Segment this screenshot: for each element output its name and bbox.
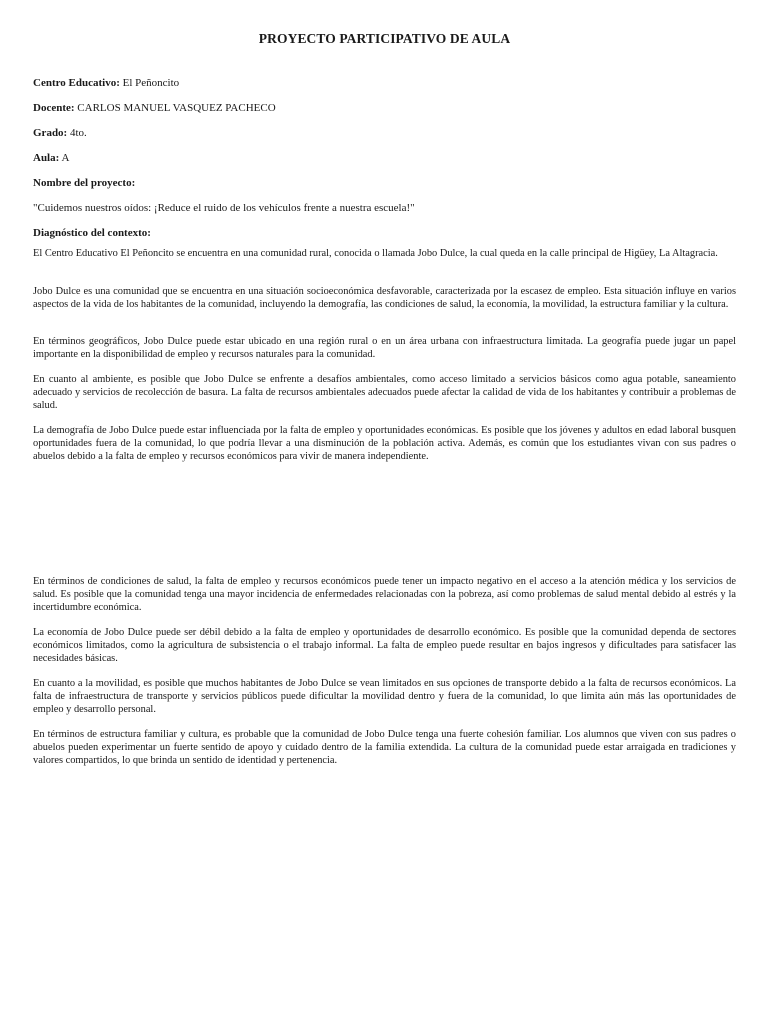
paragraph-socioeconomic: Jobo Dulce es una comunidad que se encuentra en una situación socioeconómica desfavorable, caracterizada por la escasez de empleo. Esta situación influye en varios aspectos de la vida de los habitantes de la comunidad, incluyendo la demografía, las condiciones de salud, la economía, la movilidad, la estructura familiar y la cultura. — [33, 286, 736, 310]
field-docente — [33, 102, 276, 115]
field-value: A — [61, 152, 70, 164]
field-nombre-proyecto — [33, 177, 135, 190]
paragraph-family-culture: En términos de estructura familiar y cultura, es probable que la comunidad de Jobo Dulce tenga una fuerte cohesión familiar. Los alumnos que viven con sus padres o abuelos pueden experimentar un fuerte sentido de apoyo y cuidado dentro de la familia extendida. La cultura de la comunidad puede estar arraigada en tradiciones y valores compartidos, lo que brinda un sentido de identidad y pertenencia. — [33, 729, 736, 766]
paragraph-economy: La economía de Jobo Dulce puede ser débil debido a la falta de empleo y oportunidades de desarrollo económico. Es posible que la comunidad dependa de sectores económicos limitados, como la agricultura de subsistencia o el trabajo informal. La falta de empleo puede resultar en bajos ingresos y dificultades para satisfacer las necesidades básicas. — [33, 627, 736, 664]
field-label: Grado: — [33, 127, 68, 139]
field-centro-educativo — [33, 77, 179, 90]
field-diagnostico — [33, 227, 151, 240]
paragraph-demography: La demografía de Jobo Dulce puede estar influenciada por la falta de empleo y oportunidades económicas. Es posible que los jóvenes y adultos en edad laboral busquen oportunidades fuera de la comunidad, lo que podría llevar a una disminución de la población activa. Además, es común que los estudiantes vivan con sus padres o abuelos debido a la falta de empleo y recursos económicos para vivir de manera independiente. — [33, 425, 736, 462]
paragraph-geography: En términos geográficos, Jobo Dulce puede estar ubicado en una región rural o en un área urbana con infraestructura limitada. La geografía puede jugar un papel importante en la disponibilidad de empleo y recursos naturales para la comunidad. — [33, 336, 736, 360]
field-label: Diagnóstico del contexto: — [33, 227, 151, 239]
project-title: "Cuidemos nuestros oídos: ¡Reduce el ruido de los vehículos frente a nuestra escuela!" — [33, 202, 415, 214]
field-label: Docente: — [33, 102, 75, 114]
field-value: 4to. — [69, 127, 87, 139]
paragraph-environment: En cuanto al ambiente, es posible que Jobo Dulce se enfrente a desafíos ambientales, como acceso limitado a servicios básicos como agua potable, saneamiento adecuado y servicios de recolección de basura. La falta de recursos ambientales adecuados puede afectar la calidad de vida de los habitantes y contribuir a problemas de salud. — [33, 374, 736, 411]
document-title: PROYECTO PARTICIPATIVO DE AULA — [258, 31, 511, 46]
paragraph-mobility: En cuanto a la movilidad, es posible que muchos habitantes de Jobo Dulce se vean limitados en sus opciones de transporte debido a la falta de recursos económicos. La falta de infraestructura de transporte y servicios públicos puede dificultar la movilidad dentro y fuera de la comunidad, lo que limita aún más las oportunidades de empleo y desarrollo personal. — [33, 678, 736, 715]
field-grado — [33, 127, 87, 140]
paragraph-intro: El Centro Educativo El Peñoncito se encuentra en una comunidad rural, conocida o llamada Jobo Dulce, la cual queda en la calle principal de Higüey, La Altagracia. — [33, 248, 718, 259]
field-label: Nombre del proyecto: — [33, 177, 136, 189]
field-label: Centro Educativo: — [33, 77, 120, 89]
field-value: El Peñoncito — [122, 77, 180, 89]
paragraph-health: En términos de condiciones de salud, la falta de empleo y recursos económicos puede tener un impacto negativo en el acceso a la atención médica y los servicios de salud. Es posible que la comunidad tenga una mayor incidencia de enfermedades relacionadas con la pobreza, así como problemas de salud mental debido al estrés y la incertidumbre económica. — [33, 576, 736, 613]
field-value: CARLOS MANUEL VASQUEZ PACHECO — [77, 102, 276, 114]
field-aula — [33, 152, 69, 165]
field-label: Aula: — [33, 152, 60, 164]
